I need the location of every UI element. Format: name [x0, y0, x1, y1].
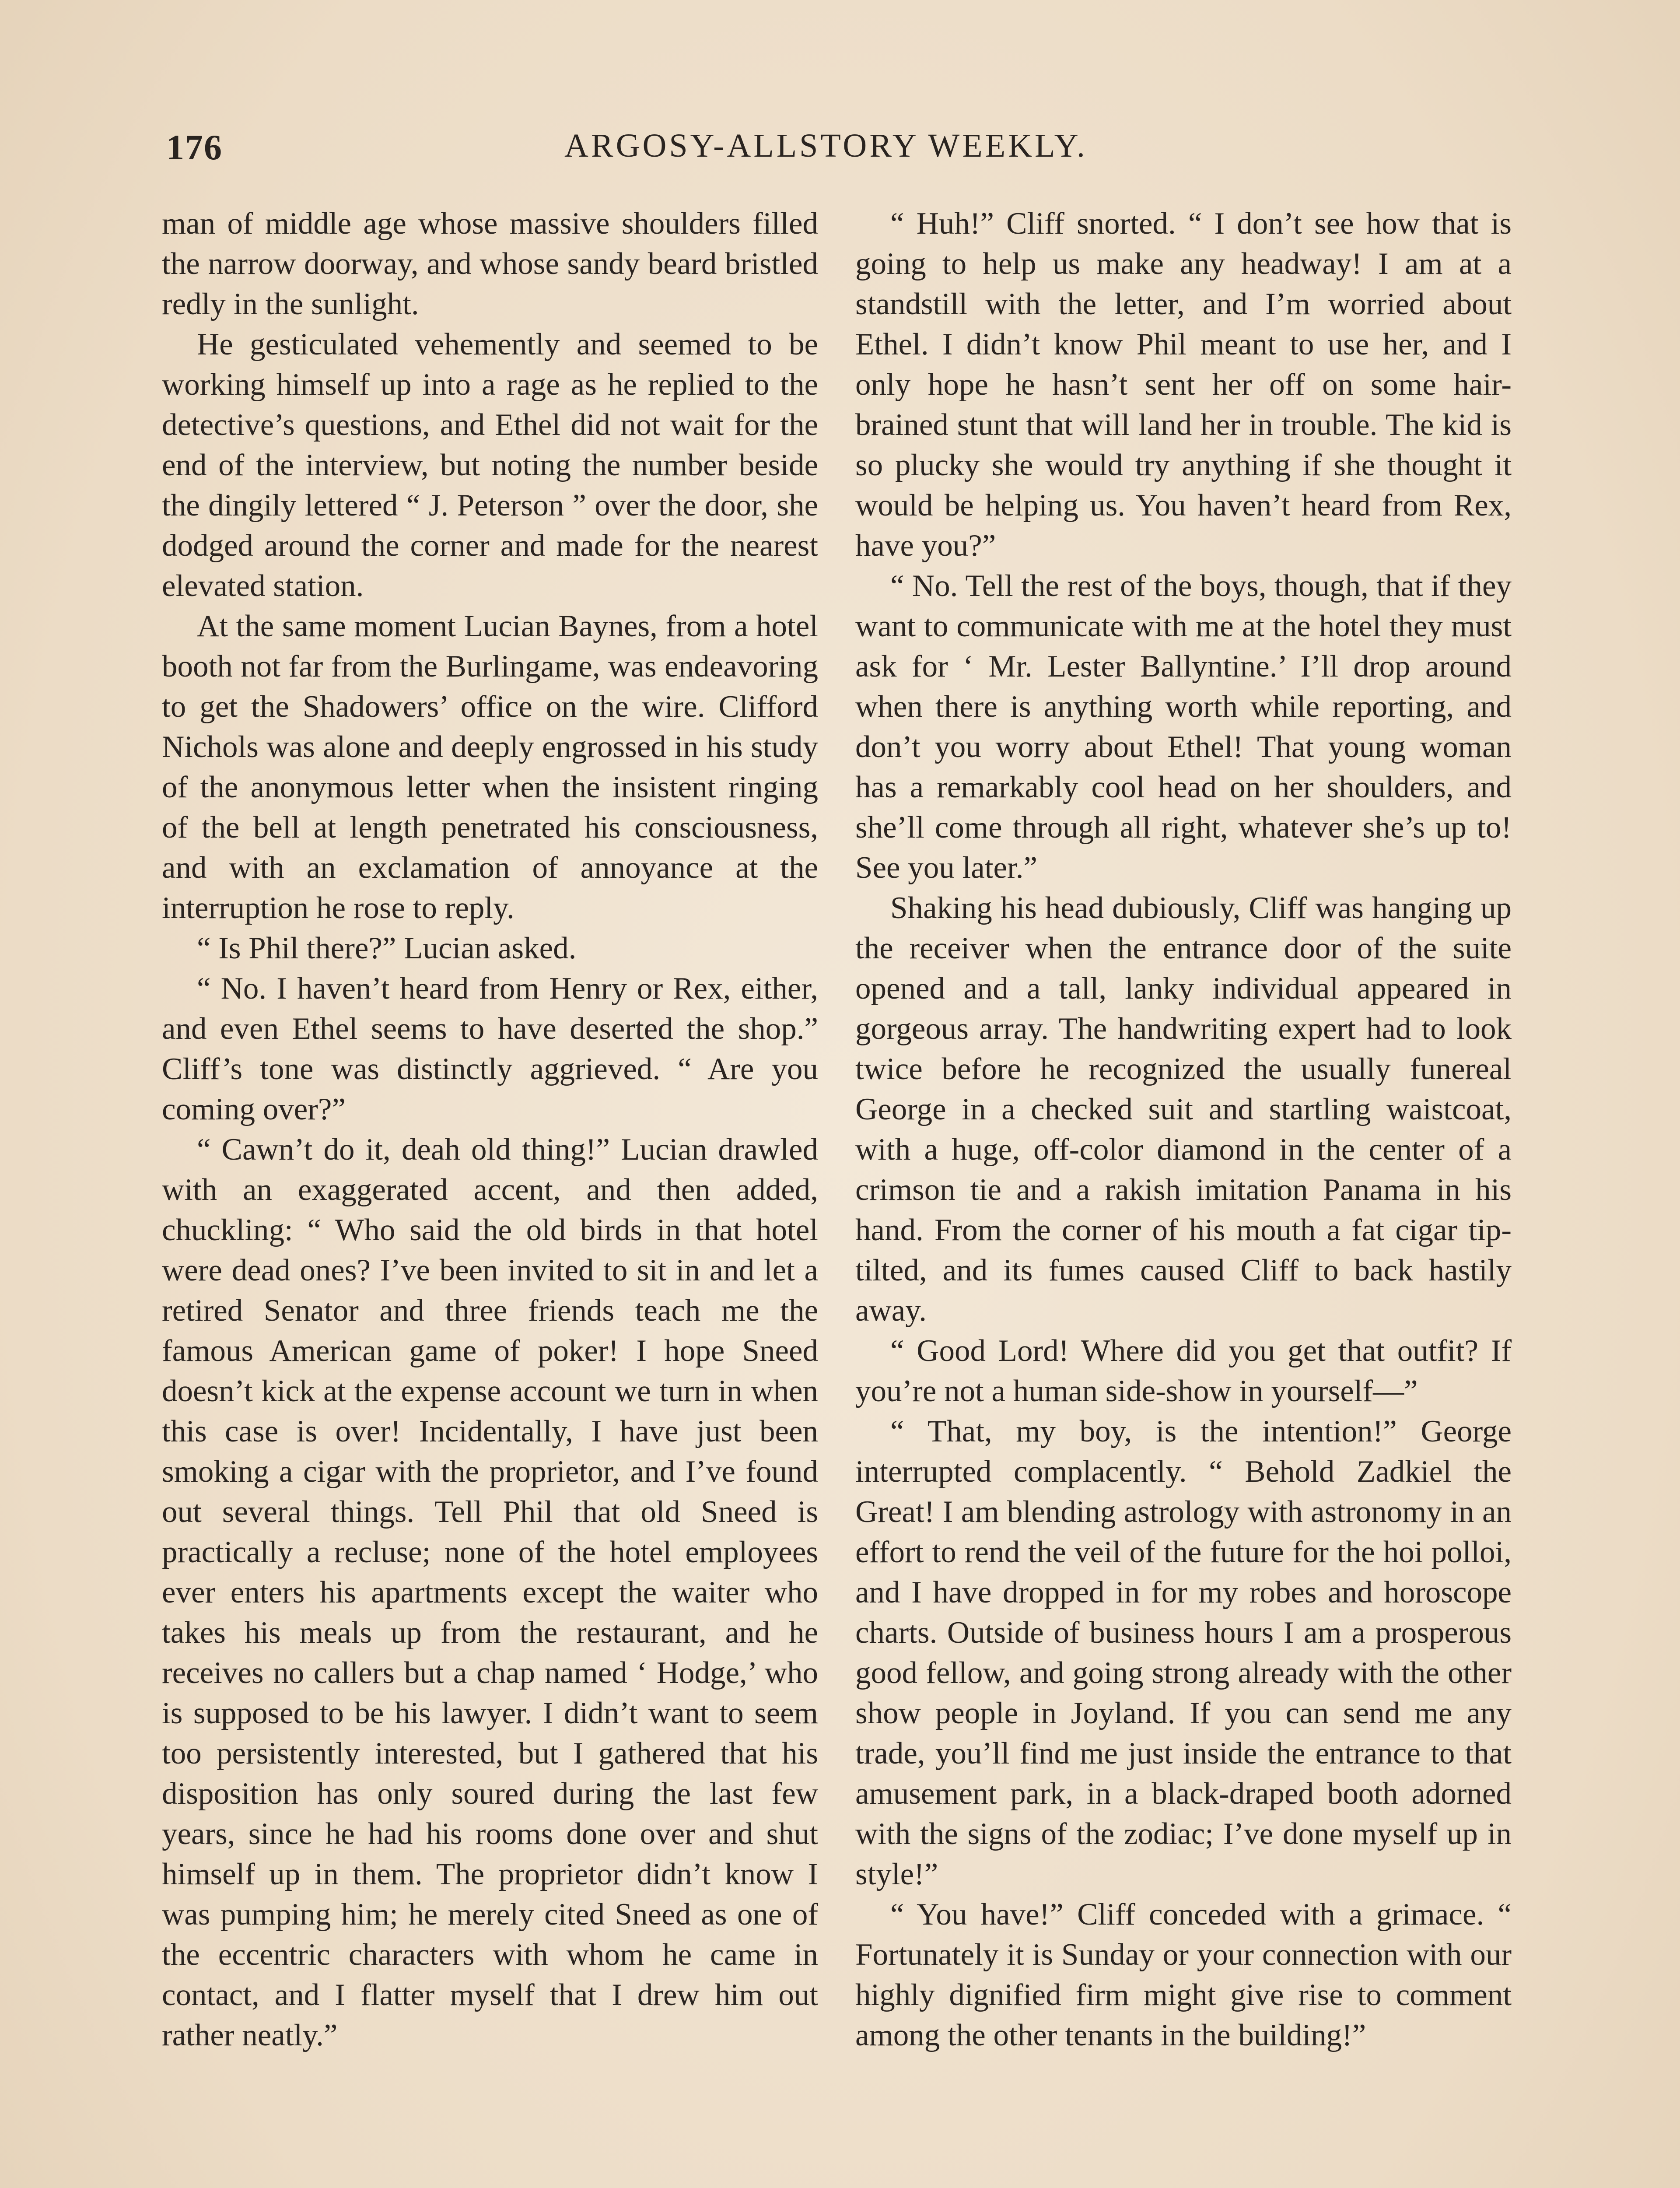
- paragraph: He gesticulated vehemently and seemed to be working himself up into a rage as he replied to the detective’s questions, and Ethel did not wait for the end of the interview, but noting the number beside the dingily lettered “ J. Peterson ” over the door, she dodged around the corner and made for the nearest elevated station.: [162, 327, 818, 603]
- page-number: 176: [166, 127, 223, 167]
- paragraph: “ No. Tell the rest of the boys, though, that if they want to communicate with me at the hotel they must ask for ‘ Mr. Lester Ballyntine.’ I’ll drop around when there is anything worth while reporting, and don’t you worry about Ethel! That young woman has a remarkably cool head on her shoulders, and she’ll come through all right, whatever she’s up to! See you later.”: [855, 569, 1512, 885]
- right-column: [855, 203, 1512, 2055]
- paragraph: “ Cawn’t do it, deah old thing!” Lucian drawled with an exaggerated accent, and then added, chuckling: “ Who said the old birds in that hotel were dead ones? I’ve been invited to sit in and let a retired Senator and three friends teach me the famous American game of poker! I hope Sneed doesn’t kick at the expense account we turn in when this case is over! Incidentally, I have just been smoking a cigar with the proprietor, and I’ve found out several things. Tell Phil that old Sneed is practically a recluse; none of the hotel employees ever enters his apartments except the waiter who takes his meals up from the restaurant, and he receives no callers but a chap named ‘ Hodge,’ who is supposed to be his lawyer. I didn’t want to seem too persistently interested, but I gathered that his disposition has only soured during the last few years, since he had his rooms done over and shut himself up in them. The proprietor didn’t know I was pumping him; he merely cited Sneed as one of the eccentric characters with whom he came in contact, and I flatter myself that I drew him out rather neatly.”: [162, 1133, 818, 2052]
- paragraph: “ Good Lord! Where did you get that outfit? If you’re not a human side-show in yourself—”: [855, 1334, 1512, 1408]
- paragraph: Shaking his head dubiously, Cliff was hanging up the receiver when the entrance door of the suite opened and a tall, lanky individual appeared in gorgeous array. The handwriting expert had to look twice before he recognized the usually funereal George in a checked suit and startling waistcoat, with a huge, off-color diamond in the center of a crimson tie and a rakish imitation Panama in his hand. From the corner of his mouth a fat cigar tip-tilted, and its fumes caused Cliff to back hastily away.: [855, 891, 1512, 1328]
- running-head: ARGOSY-ALLSTORY WEEKLY.: [564, 127, 1088, 164]
- page-header: [166, 127, 1514, 179]
- paragraph: man of middle age whose massive shoulders filled the narrow doorway, and whose sandy beard bristled redly in the sunlight.: [162, 207, 818, 321]
- paragraph: “ Is Phil there?” Lucian asked.: [197, 931, 577, 965]
- left-column: [162, 203, 818, 2055]
- paragraph: At the same moment Lucian Baynes, from a hotel booth not far from the Burlingame, was endeavoring to get the Shadowers’ office on the wire. Clifford Nichols was alone and deeply engrossed in his study of the anonymous letter when the insistent ringing of the bell at length penetrated his consciousness, and with an exclamation of annoyance at the interruption he rose to reply.: [162, 609, 818, 925]
- paragraph: “ No. I haven’t heard from Henry or Rex, either, and even Ethel seems to have deserted the shop.” Cliff’s tone was distinctly aggrieved. “ Are you coming over?”: [162, 971, 818, 1126]
- paragraph: “ That, my boy, is the intention!” George interrupted complacently. “ Behold Zadkiel the Great! I am blending astrology with astronomy in an effort to rend the veil of the future for the hoi polloi, and I have dropped in for my robes and horoscope charts. Outside of business hours I am a prosperous good fellow, and going strong already with the other show people in Joyland. If you can send me any trade, you’ll find me just inside the entrance to that amusement park, in a black-draped booth adorned with the signs of the zodiac; I’ve done myself up in style!”: [855, 1414, 1512, 1891]
- paragraph: “ You have!” Cliff conceded with a grimace. “ Fortunately it is Sunday or your connection with our highly dignified firm might give rise to comment among the other tenants in the building!”: [855, 1897, 1512, 2052]
- paragraph: “ Huh!” Cliff snorted. “ I don’t see how that is going to help us make any headway! I am at a standstill with the letter, and I’m worried about Ethel. I didn’t know Phil meant to use her, and I only hope he hasn’t sent her off on some hair-brained stunt that will land her in trouble. The kid is so plucky she would try anything if she thought it would be helping us. You haven’t heard from Rex, have you?”: [855, 207, 1512, 563]
